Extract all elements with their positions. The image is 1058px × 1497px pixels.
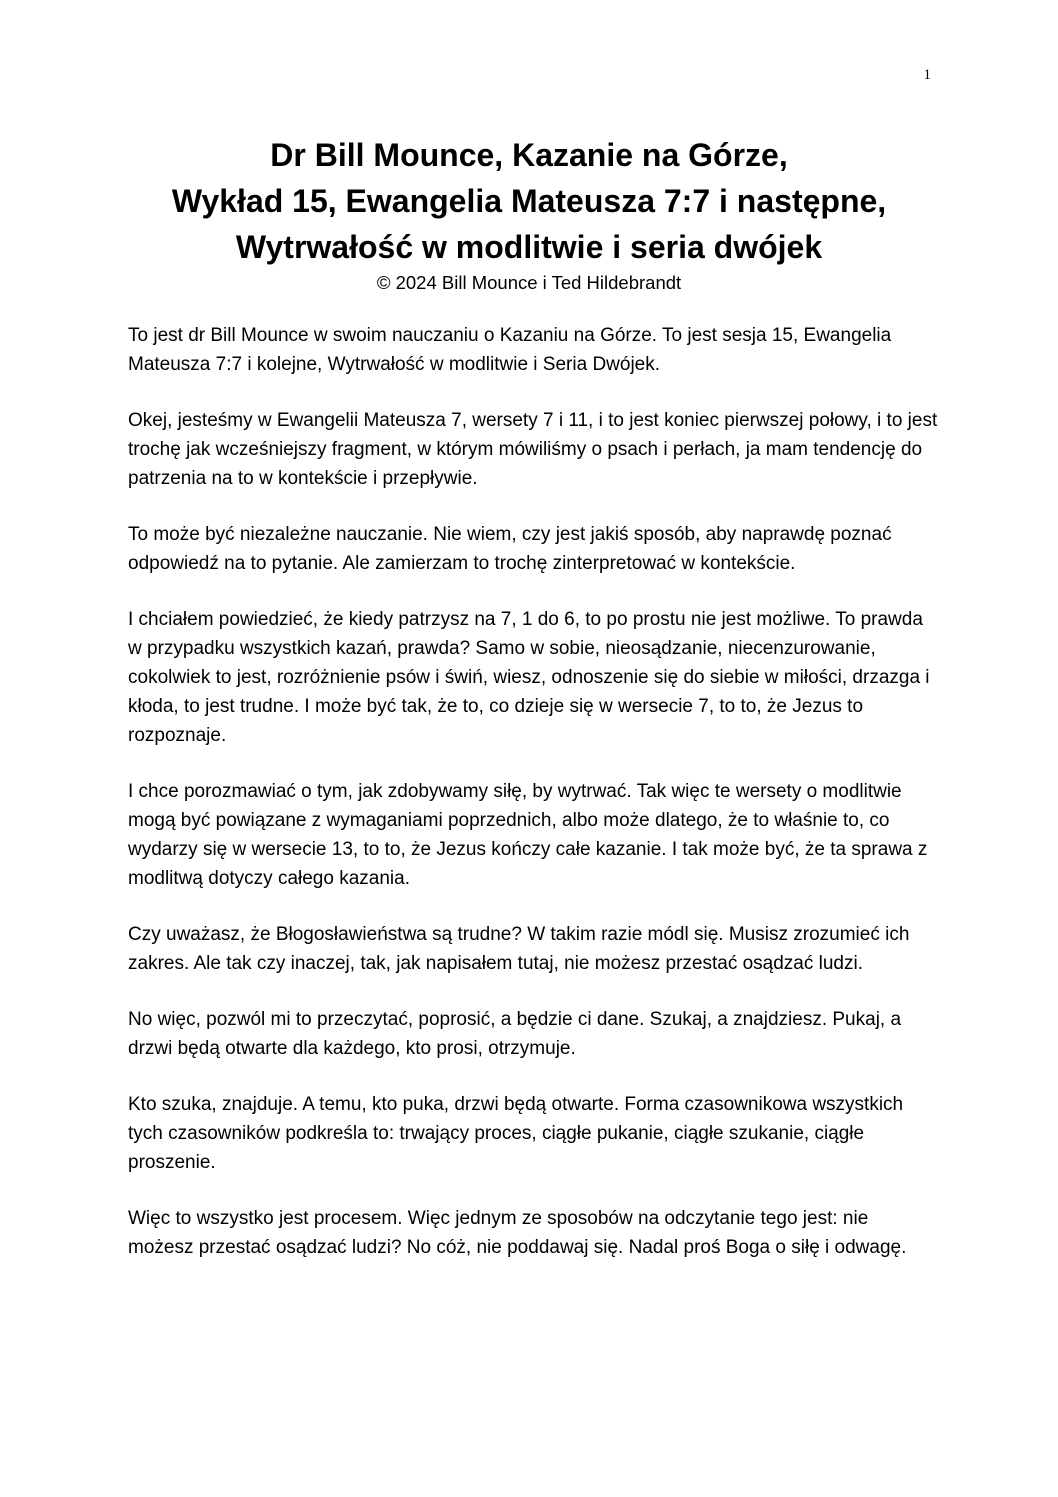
page-number: 1 xyxy=(923,67,931,83)
paragraph: I chce porozmawiać o tym, jak zdobywamy siłę, by wytrwać. Tak więc te wersety o modlitwie mogą być powiązane z wymaganiami poprzednich, albo może dlatego, że to właśnie to, co wydarzy się w wersecie 13, to to, że Jezus kończy całe kazanie. I tak może być, że ta sprawa z modlitwą dotyczy całego kazania. xyxy=(128,781,928,889)
paragraph: Więc to wszystko jest procesem. Więc jednym ze sposobów na odczytanie tego jest: nie możesz przestać osądzać ludzi? No cóż, nie poddawaj się. Nadal proś Boga o siłę i odwagę. xyxy=(128,1208,907,1258)
title-block xyxy=(60,132,998,296)
paragraph: No więc, pozwól mi to przeczytać, poprosić, a będzie ci dane. Szukaj, a znajdziesz. Pukaj, a drzwi będą otwarte dla każdego, kto prosi, otrzymuje. xyxy=(128,1009,902,1059)
paragraph: To jest dr Bill Mounce w swoim nauczaniu o Kazaniu na Górze. To jest sesja 15, Ewangelia Mateusza 7:7 i kolejne, Wytrwałość w modlitwie i Seria Dwójek. xyxy=(128,325,892,375)
paragraph: Okej, jesteśmy w Ewangelii Mateusza 7, wersety 7 i 11, i to jest koniec pierwszej połowy, i to jest trochę jak wcześniejszy fragment, w którym mówiliśmy o psach i perłach, ja mam tendencję do patrzenia na to w kontekście i przepływie. xyxy=(128,410,938,489)
title-line-1: Dr Bill Mounce, Kazanie na Górze, xyxy=(270,137,788,173)
title-line-3: Wytrwałość w modlitwie i seria dwójek xyxy=(235,229,823,265)
paragraph: Czy uważasz, że Błogosławieństwa są trudne? W takim razie módl się. Musisz zrozumieć ich zakres. Ale tak czy inaczej, tak, jak napisałem tutaj, nie możesz przestać osądzać ludzi. xyxy=(128,924,910,974)
paragraph: To może być niezależne nauczanie. Nie wiem, czy jest jakiś sposób, aby naprawdę poznać odpowiedź na to pytanie. Ale zamierzam to trochę zinterpretować w kontekście. xyxy=(128,524,892,574)
copyright-line: © 2024 Bill Mounce i Ted Hildebrandt xyxy=(376,272,682,293)
title-line-2: Wykład 15, Ewangelia Mateusza 7:7 i następne, xyxy=(171,183,887,219)
paragraph: Kto szuka, znajduje. A temu, kto puka, drzwi będą otwarte. Forma czasownikowa wszystkich tych czasowników podkreśla to: trwający proces, ciągłe pukanie, ciągłe szukanie, ciągłe proszenie. xyxy=(128,1094,904,1173)
body-text xyxy=(128,321,938,1289)
paragraph: I chciałem powiedzieć, że kiedy patrzysz na 7, 1 do 6, to po prostu nie jest możliwe. To prawda w przypadku wszystkich kazań, prawda? Samo w sobie, nieosądzanie, niecenzurowanie, cokolwiek to jest, rozróżnienie psów i świń, wiesz, odnoszenie się do siebie w miłości, drzazga i kłoda, to jest trudne. I może być tak, że to, co dzieje się w wersecie 7, to to, że Jezus to rozpoznaje. xyxy=(128,609,930,746)
